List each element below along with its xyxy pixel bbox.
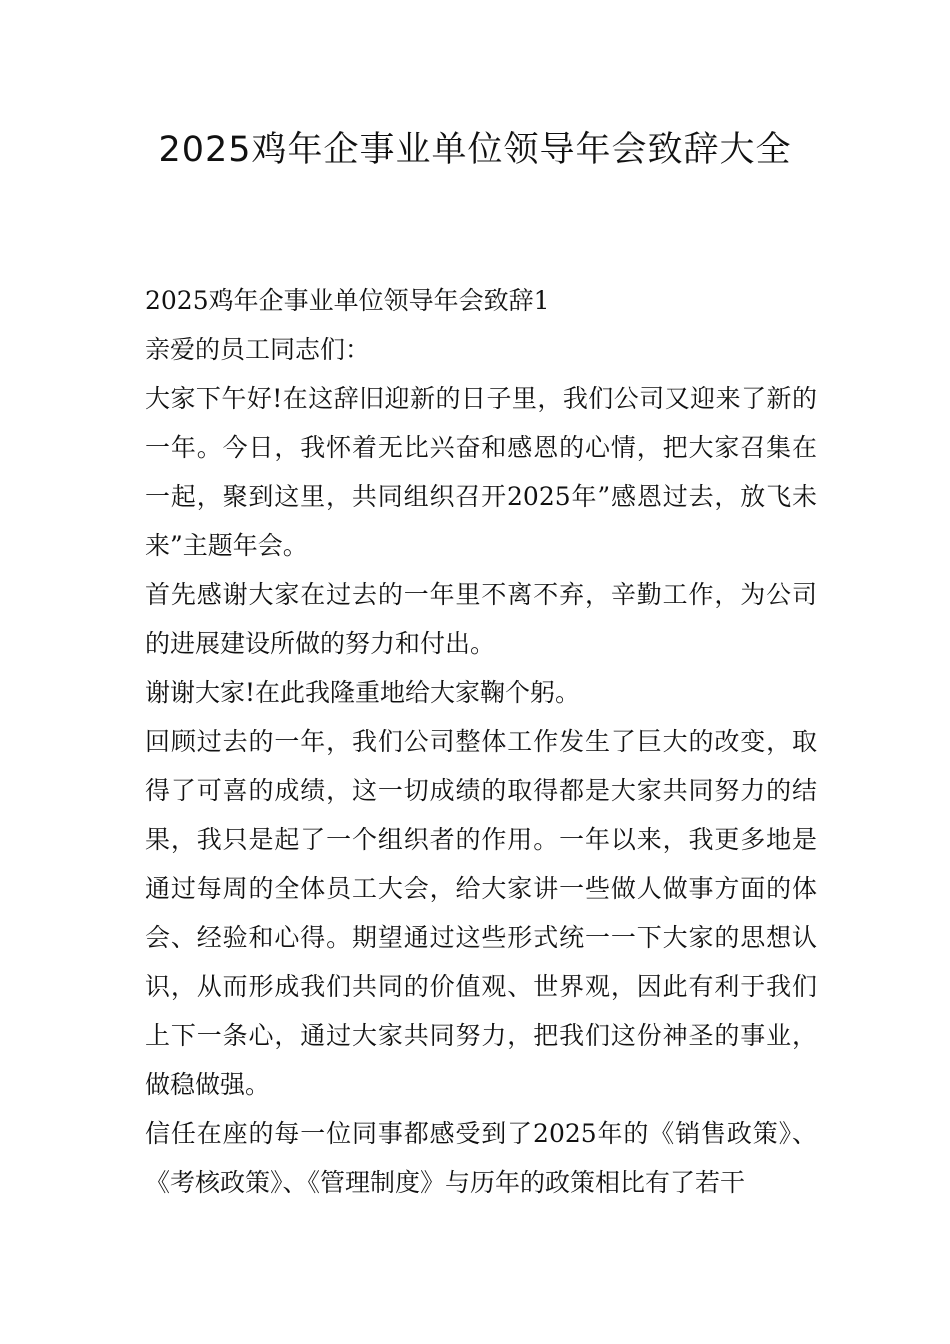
paragraph: 大家下午好!在这辞旧迎新的日子里，我们公司又迎来了新的一年。今日，我怀着无比兴奋和感恩的心情，把大家召集在一起，聚到这里，共同组织召开2025年”感恩过去，放飞未来”主题年会。 <box>145 384 817 560</box>
paragraph: 首先感谢大家在过去的一年里不离不弃，辛勤工作，为公司的进展建设所做的努力和付出。 <box>145 580 817 658</box>
document-title: 2025鸡年企事业单位领导年会致辞大全 <box>158 130 792 170</box>
document-body <box>145 276 817 1207</box>
paragraph: 回顾过去的一年，我们公司整体工作发生了巨大的改变，取得了可喜的成绩，这一切成绩的取得都是大家共同努力的结果，我只是起了一个组织者的作用。一年以来，我更多地是通过每周的全体员工大会，给大家讲一些做人做事方面的体会、经验和心得。期望通过这些形式统一一下大家的思想认识，从而形成我们共同的价值观、世界观，因此有利于我们上下一条心，通过大家共同努力，把我们这份神圣的事业，做稳做强。 <box>145 727 817 1099</box>
paragraph-heading: 2025鸡年企事业单位领导年会致辞1 <box>145 286 550 315</box>
paragraph: 信任在座的每一位同事都感受到了2025年的《销售政策》、《考核政策》、《管理制度》与历年的政策相比有了若干 <box>145 1119 817 1197</box>
paragraph: 谢谢大家!在此我隆重地给大家鞠个躬。 <box>145 678 581 707</box>
paragraph-salutation: 亲爱的员工同志们： <box>145 335 371 364</box>
